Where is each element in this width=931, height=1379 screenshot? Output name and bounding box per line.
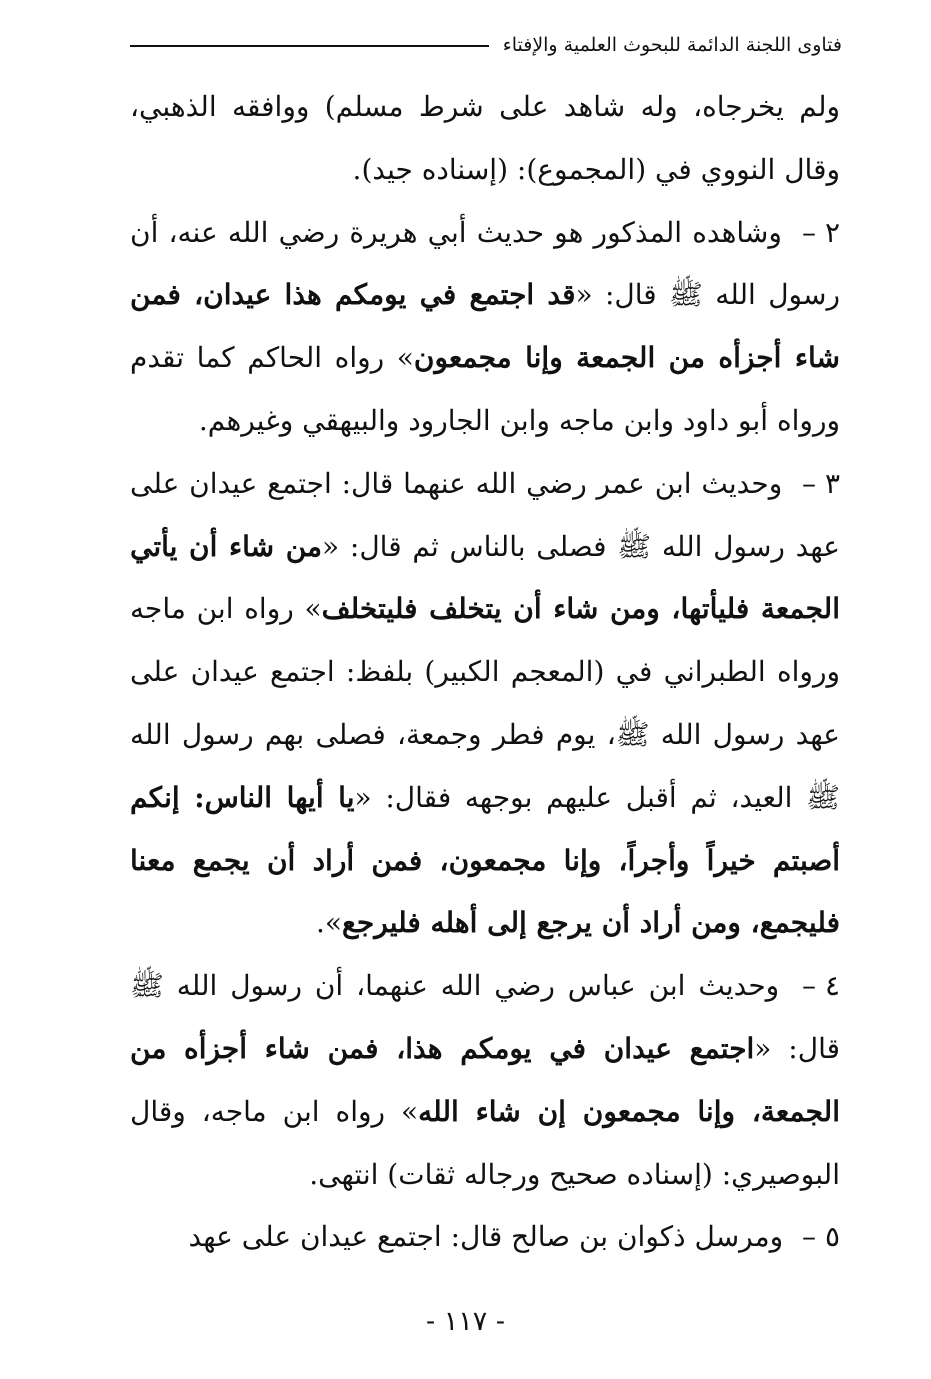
- paragraph-continuation: [130, 76, 840, 202]
- header-rule: [130, 45, 489, 47]
- page-number: - ١١٧ -: [426, 1306, 505, 1337]
- paragraph-number: ٣ –: [802, 466, 840, 500]
- text-segment: وحديث ابن عباس رضي الله عنهما، أن رسول الله ﷺ قال: «: [130, 969, 840, 1065]
- paragraph-5: [130, 1206, 840, 1269]
- paragraph-2: [130, 202, 840, 453]
- header-title: فتاوى اللجنة الدائمة للبحوث العلمية والإفتاء: [502, 34, 842, 56]
- text-segment: ».: [316, 906, 343, 940]
- text-segment: » رواه ابن ماجه ورواه الطبراني في (المعجم الكبير) بلفظ: اجتمع عيدان على عهد رسول الله ﷺ، يوم فطر وجمعة، فصلى بهم رسول الله ﷺ العيد، ثم أقبل عليهم بوجهه فقال: «: [130, 592, 840, 814]
- text-segment: ومرسل ذكوان بن صالح قال: اجتمع عيدان على عهد: [188, 1220, 784, 1254]
- body-text: [130, 76, 840, 1269]
- hadith-text: من شاء أن يأتي الجمعة فليأتها، ومن شاء أن يتخلف فليتخلف: [130, 529, 840, 626]
- text-segment: ولم يخرجاه، وله شاهد على شرط مسلم) ووافقه الذهبي، وقال النووي في (المجموع): (إسناده جيد).: [130, 90, 840, 186]
- paragraph-number: ٢ –: [802, 215, 840, 249]
- running-header: [130, 28, 842, 62]
- hadith-text: قد اجتمع في يومكم هذا عيدان، فمن شاء أجزأه من الجمعة وإنا مجمعون: [130, 278, 840, 375]
- hadith-text: يا أيها الناس: إنكم أصبتم خيراً وأجراً، وإنا مجمعون، فمن أراد أن يجمع معنا فليجمع، ومن أراد أن يرجع إلى أهله فليرجع: [130, 780, 840, 940]
- text-segment: » رواه ابن ماجه، وقال البوصيري: (إسناده صحيح ورجاله ثقات) انتهى.: [130, 1094, 840, 1191]
- paragraph-4: [130, 955, 840, 1206]
- paragraph-number: ٤ –: [802, 969, 840, 1003]
- text-segment: وحديث ابن عمر رضي الله عنهما قال: اجتمع عيدان على عهد رسول الله ﷺ فصلى بالناس ثم قال: «: [130, 466, 840, 563]
- text-segment: » رواه الحاكم كما تقدم ورواه أبو داود وابن ماجه وابن الجارود والبيهقي وغيرهم.: [130, 341, 840, 437]
- paragraph-number: ٥ –: [802, 1220, 840, 1254]
- paragraph-3: [130, 453, 840, 955]
- hadith-text: اجتمع عيدان في يومكم هذا، فمن شاء أجزأه من الجمعة، وإنا مجمعون إن شاء الله: [130, 1031, 840, 1128]
- text-segment: وشاهده المذكور هو حديث أبي هريرة رضي الله عنه، أن رسول الله ﷺ قال: «: [130, 215, 840, 312]
